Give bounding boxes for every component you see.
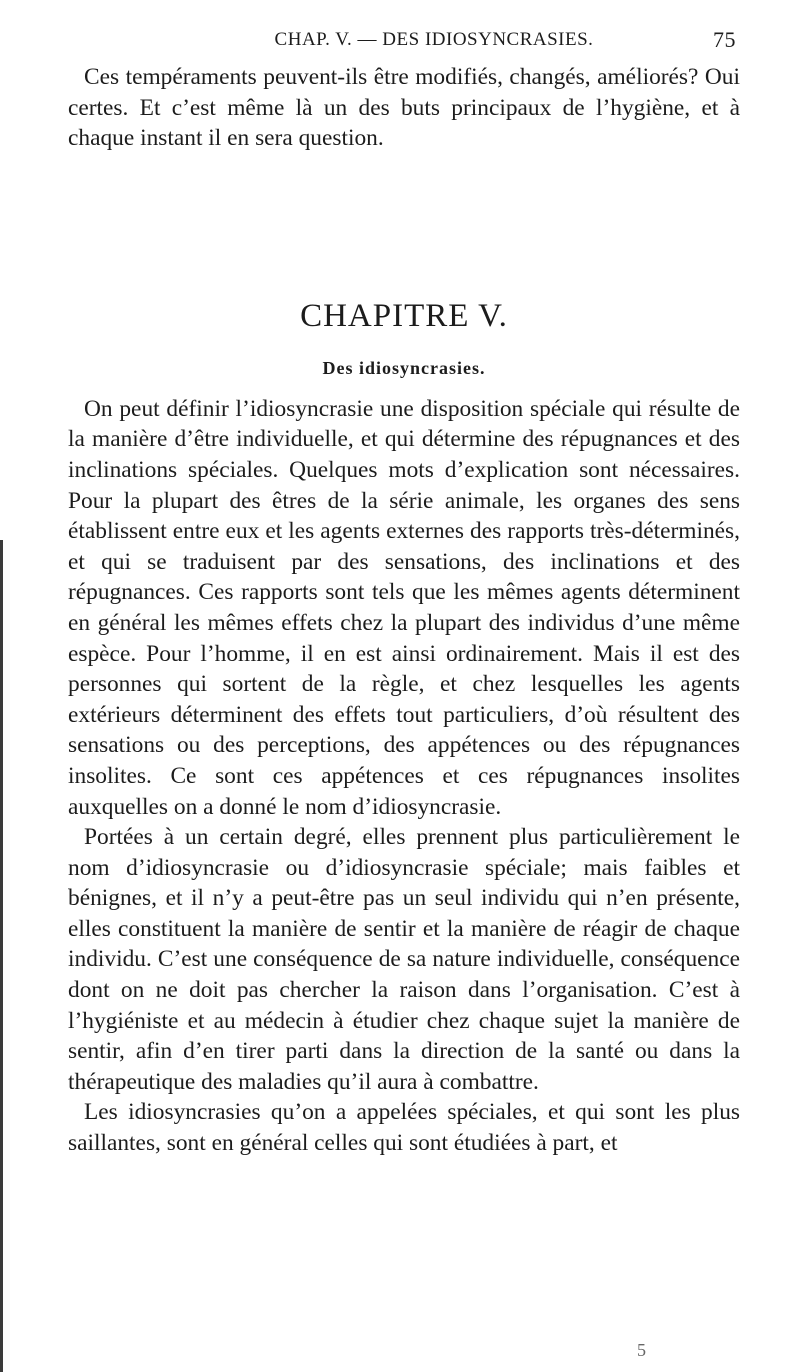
paragraph-degree: Portées à un certain degré, elles prennent plus particulièrement le nom d’idiosyncrasie ou d’idiosyncrasie spéciale; mais faibles et bénignes, et il n’y a peut-être pas un seul individu qui n’en présente, elles constituent la manière de sentir et la manière de réagir de chaque individu. C’est une conséquence de sa nature individuelle, conséquence dont on ne doit pas chercher la raison dans l’organisation. C’est à l’hygiéniste et au médecin à étudier chez chaque sujet la manière de sentir, afin d’en tirer parti dans la direction de la santé ou dans la thérapeutique des maladies qu’il aura à combattre. [68,824,740,1095]
book-page [68,20,740,1159]
chapter-subtitle: Des idiosyncrasies. [322,357,486,378]
paragraph-definition: On peut définir l’idiosyncrasie une disposition spéciale qui résulte de la manière d’être individuelle, et qui détermine des répugnances et des inclinations spéciales. Quelques mots d’explication sont nécessaires. Pour la plupart des êtres de la série animale, les organes des sens établissent entre eux et les agents externes des rapports très-déterminés, et qui se traduisent par des sensations, des inclinations et des répugnances. Ces rapports sont tels que les mêmes agents déterminent en général les mêmes effets chez la plupart des individus d’une même espèce. Pour l’homme, il en est ainsi ordinairement. Mais il est des personnes qui sortent de la règle, et chez lesquelles les agents extérieurs déterminent des effets tout particuliers, d’où résultent des sensations ou des perceptions, des appétences ou des répugnances insolites. Ce sont ces appétences et ces répugnances insolites auxquelles on a donné le nom d’idiosyncrasie. [68,395,740,820]
running-header [68,20,740,62]
chapter-title: CHAPITRE V. [300,297,508,334]
scan-edge [0,540,3,1372]
paragraph-special: Les idiosyncrasies qu’on a appelées spéciales, et qui sont les plus saillantes, sont en général celles qui sont étudiées à part, et [68,1099,740,1157]
intro-paragraph: Ces tempéraments peuvent-ils être modifiés, changés, améliorés? Oui certes. Et c’est même là un des buts principaux de l’hygiène, et à chaque instant il en sera question. [68,64,740,152]
running-header-title: CHAP. V. — DES IDIOSYNCRASIES. [274,29,594,50]
page-number: 75 [713,27,736,52]
signature-mark: 5 [637,1340,646,1360]
